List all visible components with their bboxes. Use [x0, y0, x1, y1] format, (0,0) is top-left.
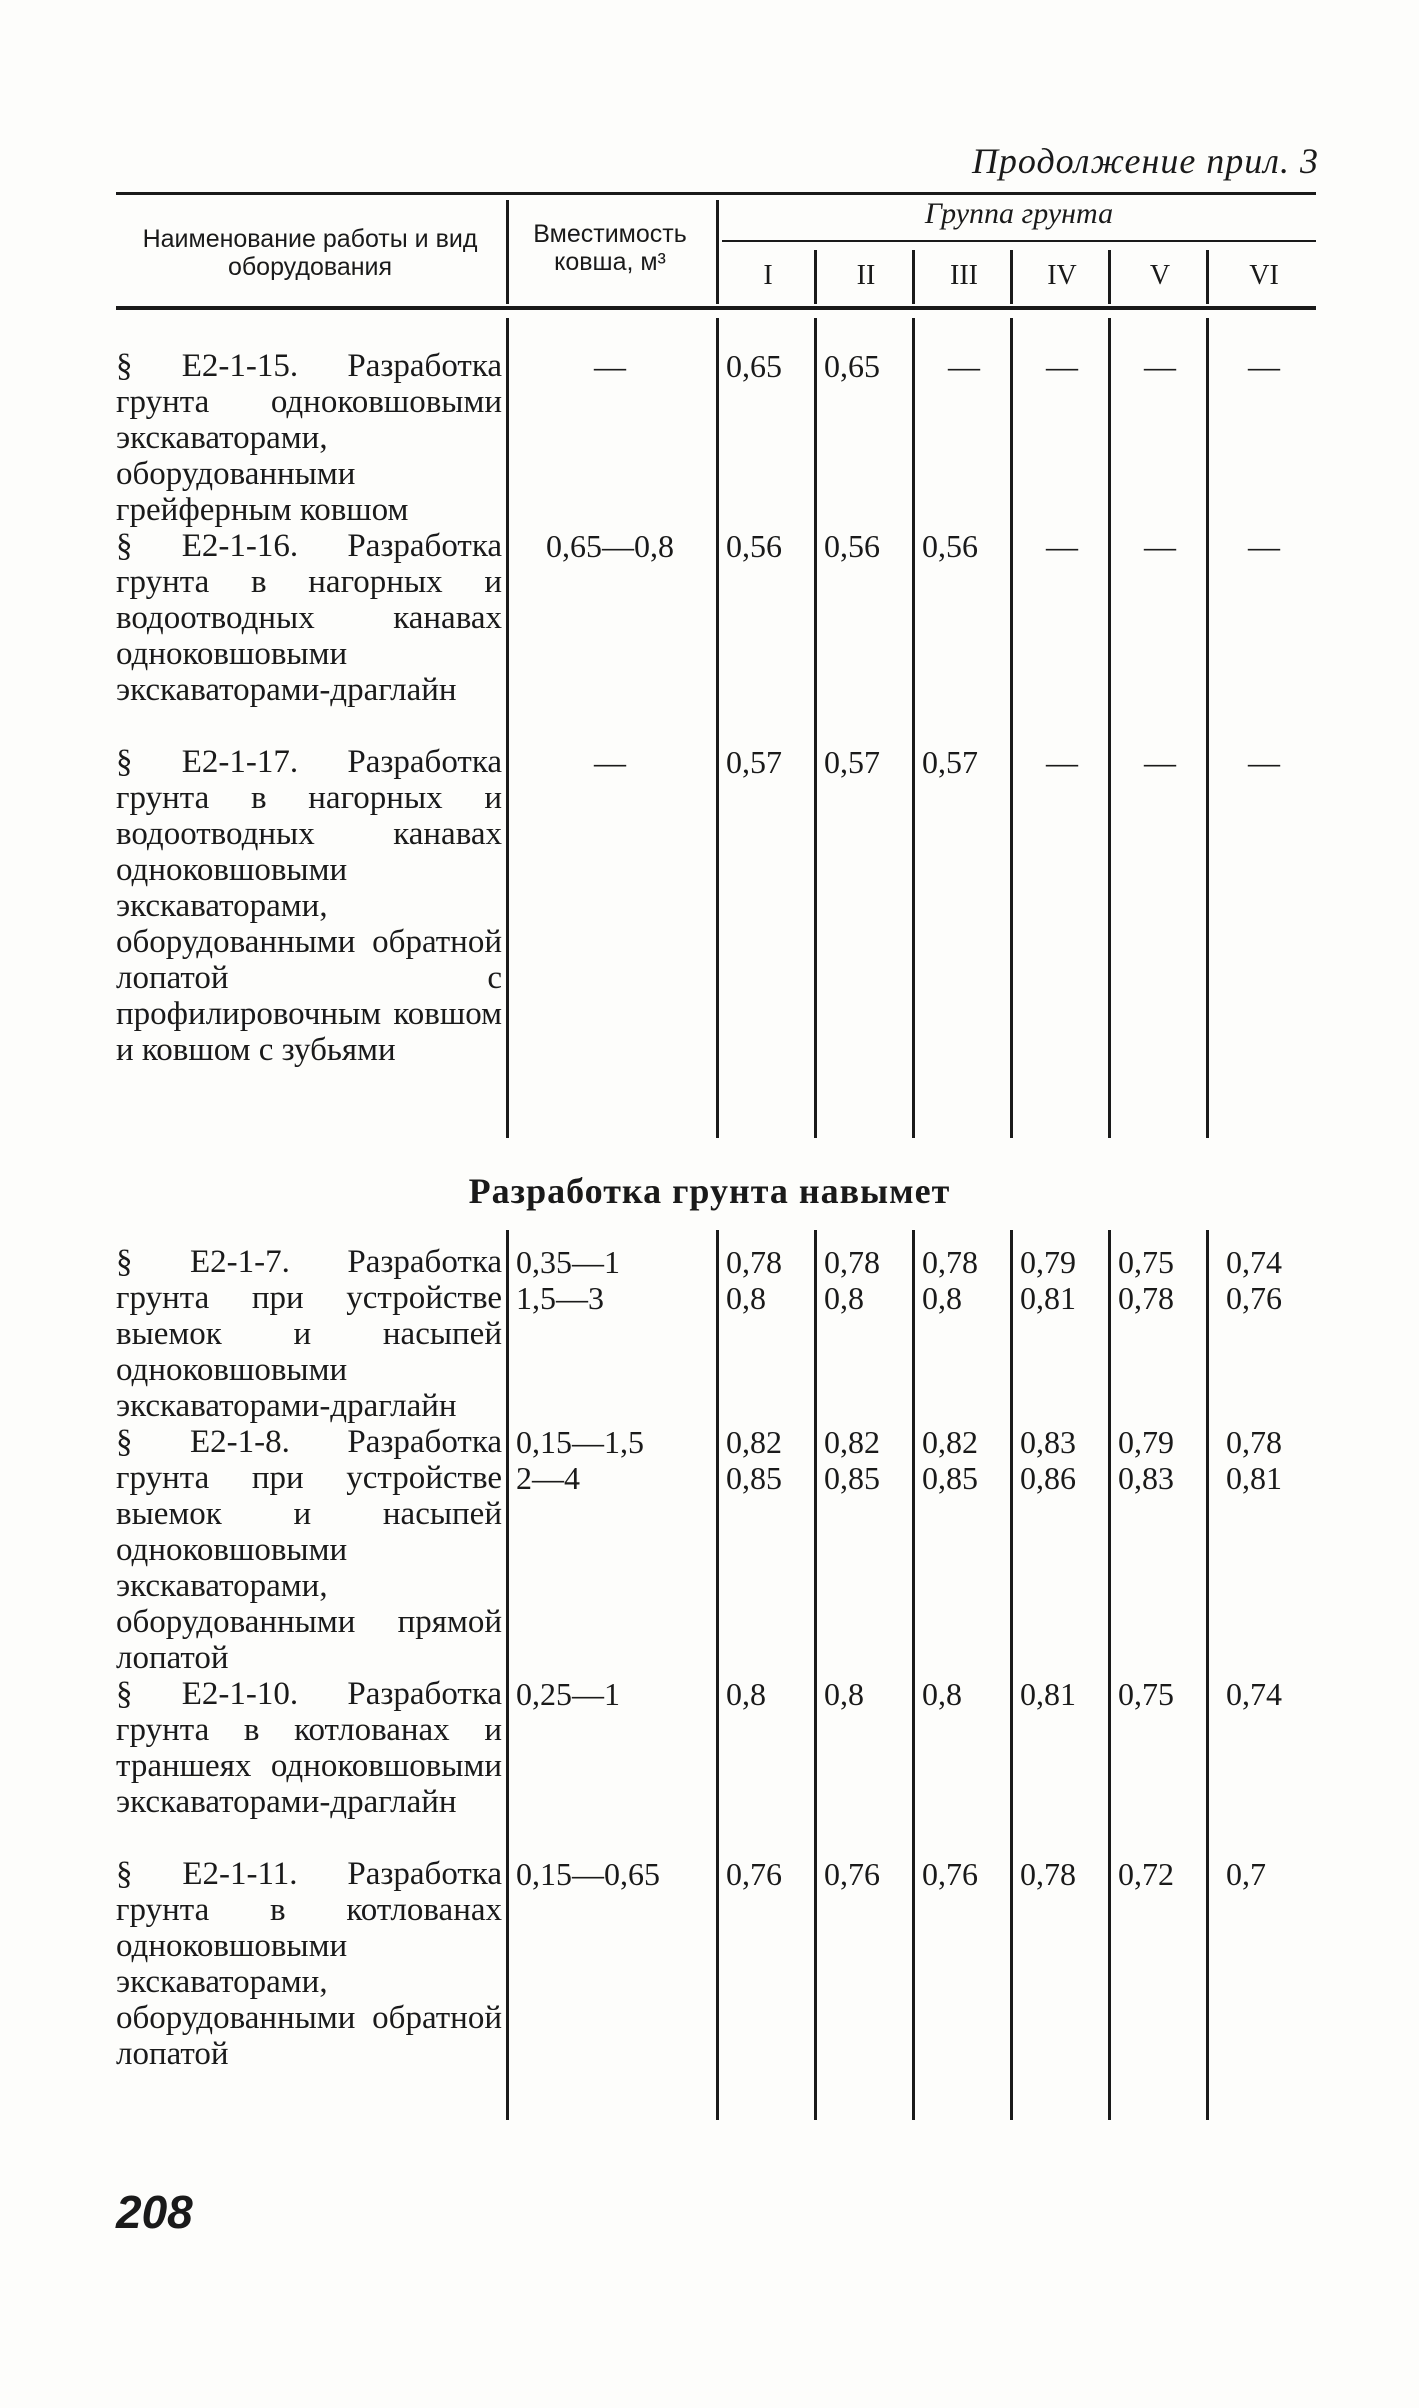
bucket-capacity: 0,65—0,8: [546, 528, 674, 564]
column-divider: [1206, 1230, 1209, 2120]
column-divider: [716, 1230, 719, 2120]
header-divider: [1206, 250, 1209, 304]
group-value: 0,75 0,78: [1118, 1244, 1174, 1316]
group-value: 0,74: [1226, 1676, 1282, 1712]
bucket-capacity: 0,25—1: [516, 1676, 620, 1712]
group-value: 0,76: [824, 1856, 880, 1892]
group-value: 0,82 0,85: [824, 1424, 880, 1496]
group-value: 0,8: [726, 1676, 766, 1712]
group-value: 0,78: [1020, 1856, 1076, 1892]
top-rule: [116, 192, 1316, 195]
group-value: 0,78 0,8: [922, 1244, 978, 1316]
group-value: 0,79 0,83: [1118, 1424, 1174, 1496]
group-value: —: [1046, 744, 1078, 780]
work-description: § Е2-1-11. Разработка грунта в котлованах одноковшовыми экскаваторами, оборудованными обратной лопатой: [116, 1856, 502, 2072]
column-divider: [814, 1230, 817, 2120]
group-value: —: [1248, 348, 1280, 384]
group-value: —: [1144, 744, 1176, 780]
group-value: —: [1144, 348, 1176, 384]
group-value: 0,56: [922, 528, 978, 564]
group-value: 0,78 0,8: [726, 1244, 782, 1316]
group-value: 0,8: [922, 1676, 962, 1712]
group-value: 0,78 0,8: [824, 1244, 880, 1316]
group-value: —: [1144, 528, 1176, 564]
group-value: 0,75: [1118, 1676, 1174, 1712]
group-value: —: [1248, 528, 1280, 564]
header-group: Группа грунта: [924, 197, 1114, 230]
group-value: 0,65: [726, 348, 782, 384]
column-divider: [912, 318, 915, 1138]
bucket-capacity: 0,15—0,65: [516, 1856, 660, 1892]
group-value: 0,82 0,85: [726, 1424, 782, 1496]
bucket-capacity: 0,35—1 1,5—3: [516, 1244, 620, 1316]
work-description: § Е2-1-8. Разработка грунта при устройстве выемок и насыпей одноковшовыми экскаваторами, оборудованными прямой лопатой: [116, 1424, 502, 1676]
column-divider: [912, 1230, 915, 2120]
header-divider: [1010, 250, 1013, 304]
group-value: 0,8: [824, 1676, 864, 1712]
group-value: 0,76: [726, 1856, 782, 1892]
header-group-5: V: [1149, 260, 1171, 291]
group-value: 0,57: [726, 744, 782, 780]
column-divider: [506, 318, 509, 1138]
group-value: 0,74 0,76: [1226, 1244, 1282, 1316]
group-value: 0,7: [1226, 1856, 1266, 1892]
column-divider: [716, 318, 719, 1138]
group-value: 0,78 0,81: [1226, 1424, 1282, 1496]
header-group-1: I: [763, 260, 773, 291]
column-divider: [1108, 318, 1111, 1138]
group-value: 0,65: [824, 348, 880, 384]
header-divider: [912, 250, 915, 304]
group-value: 0,81: [1020, 1676, 1076, 1712]
bucket-capacity: —: [594, 348, 626, 384]
group-value: 0,83 0,86: [1020, 1424, 1076, 1496]
column-divider: [506, 1230, 509, 2120]
header-group-4: IV: [1047, 260, 1077, 291]
group-value: 0,79 0,81: [1020, 1244, 1076, 1316]
continuation-header: Продолжение прил. 3: [971, 141, 1319, 181]
group-value: 0,82 0,85: [922, 1424, 978, 1496]
column-divider: [1206, 318, 1209, 1138]
group-value: 0,56: [824, 528, 880, 564]
header-divider: [716, 200, 719, 304]
group-value: —: [948, 348, 980, 384]
group-value: —: [1046, 528, 1078, 564]
column-divider: [814, 318, 817, 1138]
column-divider: [1010, 318, 1013, 1138]
group-value: 0,76: [922, 1856, 978, 1892]
header-group-6: VI: [1249, 260, 1279, 291]
work-description: § Е2-1-15. Разработка грунта одноковшовыми экскаваторами, оборудованными грейферным ковшом: [116, 348, 502, 528]
work-description: § Е2-1-7. Разработка грунта при устройстве выемок и насыпей одноковшовыми экскаваторами-драглайн: [116, 1244, 502, 1424]
group-value: —: [1248, 744, 1280, 780]
header-bottom-rule: [116, 306, 1316, 310]
bucket-capacity: —: [594, 744, 626, 780]
column-divider: [1108, 1230, 1111, 2120]
work-description: § Е2-1-10. Разработка грунта в котлованах и траншеях одноковшовыми экскаваторами-драглайн: [116, 1676, 502, 1820]
header-group-3: III: [950, 260, 978, 291]
header-divider: [1108, 250, 1111, 304]
group-value: 0,72: [1118, 1856, 1174, 1892]
group-value: —: [1046, 348, 1078, 384]
header-divider: [506, 200, 509, 304]
bucket-capacity: 0,15—1,5 2—4: [516, 1424, 644, 1496]
header-group-2: II: [856, 260, 876, 291]
header-divider: [814, 250, 817, 304]
header-work: Наименование работы и вид оборудования: [142, 225, 478, 281]
group-rule: [722, 240, 1316, 242]
section-title: Разработка грунта навымет: [468, 1171, 951, 1211]
header-capacity: Вместимость ковша, м³: [533, 220, 687, 276]
group-value: 0,56: [726, 528, 782, 564]
page-number: 208: [116, 2186, 193, 2238]
column-divider: [1010, 1230, 1013, 2120]
work-description: § Е2-1-17. Разработка грунта в нагорных и водоотводных канавах одноковшовыми экскаваторами, оборудованными обратной лопатой с профилировочным ковшом и ковшом с зубьями: [116, 744, 502, 1068]
group-value: 0,57: [922, 744, 978, 780]
group-value: 0,57: [824, 744, 880, 780]
work-description: § Е2-1-16. Разработка грунта в нагорных и водоотводных канавах одноковшовыми экскаваторами-драглайн: [116, 528, 502, 708]
